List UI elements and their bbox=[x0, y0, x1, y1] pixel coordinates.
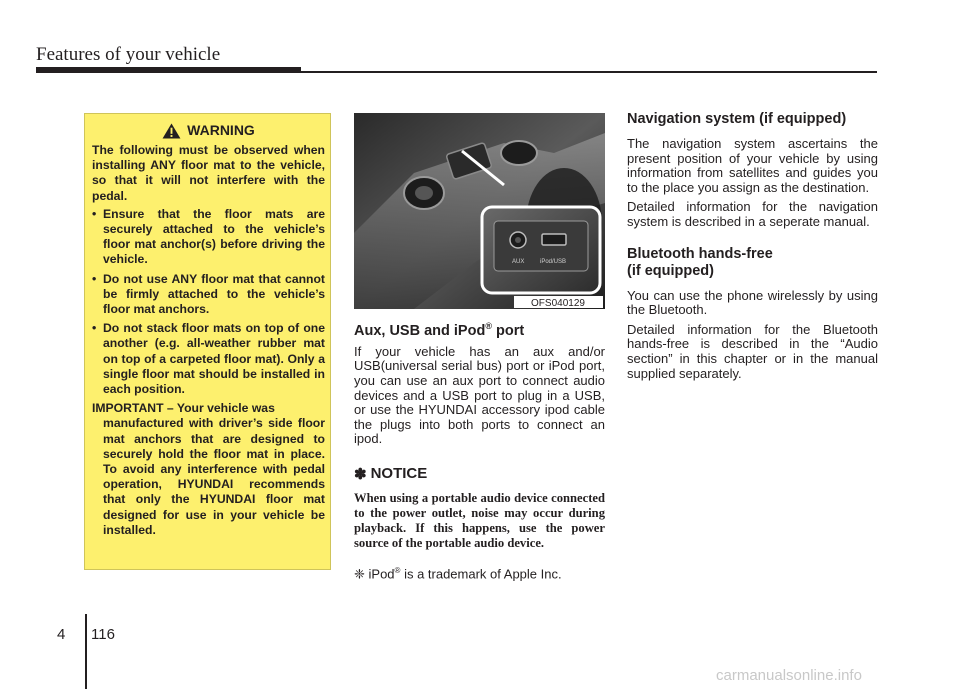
important-label: IMPORTANT – Your vehicle was bbox=[92, 401, 275, 416]
navigation-p1: The navigation system ascertains the present position of your vehicle by using information from satellites and guides you to the place you assign as the destination. bbox=[627, 136, 878, 195]
navigation-heading: Navigation system (if equipped) bbox=[627, 111, 847, 127]
bluetooth-heading-line1: Bluetooth hands-free bbox=[627, 245, 773, 262]
bluetooth-heading-line2: (if equipped) bbox=[627, 262, 714, 279]
warning-box bbox=[84, 113, 331, 570]
watermark: carmanualsonline.info bbox=[716, 667, 862, 684]
photo-code: OFS040129 bbox=[531, 298, 585, 309]
header-title: Features of your vehicle bbox=[36, 44, 221, 65]
aux-usb-section bbox=[354, 318, 605, 581]
footnote-text-b: is a trademark of Apple Inc. bbox=[400, 566, 562, 582]
notice-star-icon: ✽ bbox=[354, 465, 367, 483]
aux-body: If your vehicle has an aux and/or USB(universal serial bus) port or iPod port, you can use an aux port to connect audio devices and a USB port to plug in a USB, or use the HYUNDAI accessory ipod cable the plugs into both ports to connect an ipod. bbox=[354, 343, 605, 447]
warning-bullet: • Do not stack floor mats on top of one another (e.g. all-weather rubber mat on top of a carpeted floor mat). Only a single floor mat should be installed in each position. bbox=[92, 321, 325, 397]
photo-aux-label: AUX bbox=[512, 259, 525, 265]
warning-title: WARNING bbox=[187, 122, 255, 139]
footer-divider bbox=[85, 614, 87, 689]
aux-heading-reg: ® bbox=[485, 321, 492, 331]
warning-intro: The following must be observed when installing ANY floor mat to the vehicle, so that it will not interfere with the pedal. bbox=[92, 143, 325, 203]
notice-text: When using a portable audio device connected to the power outlet, noise may occur during playback. If this happens, use the power source of the portable audio device. bbox=[354, 490, 605, 550]
aux-usb-port-photo bbox=[354, 113, 605, 309]
warning-bullet: • Ensure that the floor mats are securely attached to the vehicle’s floor mat anchor(s) before driving the vehicle. bbox=[92, 207, 325, 268]
notice-title: NOTICE bbox=[370, 465, 428, 483]
warning-bullet-list bbox=[92, 207, 325, 397]
trademark-footnote bbox=[354, 563, 605, 581]
warning-triangle-icon bbox=[162, 123, 181, 139]
notice-heading bbox=[354, 465, 605, 483]
warning-header bbox=[92, 120, 325, 142]
section-number: 4 bbox=[57, 626, 66, 643]
aux-heading bbox=[354, 318, 605, 340]
navigation-p2: Detailed information for the navigation system is described in a seperate manual. bbox=[627, 199, 878, 229]
important-text: manufactured with driver’s side floor mat anchors that are designed to securely hold the floor mat in place. To avoid any interference with pedal operation, HYUNDAI recommends that only the HYUNDAI floor mat designed for use in your vehicle be installed. bbox=[103, 416, 325, 537]
aux-heading-main: Aux, USB and iPod bbox=[354, 322, 486, 339]
footnote-text-a: iPod bbox=[364, 566, 395, 582]
photo-usb-label: iPod/USB bbox=[540, 259, 567, 265]
bluetooth-heading bbox=[627, 246, 878, 280]
aux-heading-tail: port bbox=[491, 322, 525, 339]
header-rule bbox=[36, 71, 877, 73]
bluetooth-p2: Detailed information for the Bluetooth hands-free is described in the “Audio section” in this chapter or in the manual supplied separately. bbox=[627, 321, 878, 381]
footnote-reg: ® bbox=[394, 565, 401, 575]
footnote-symbol-icon: ❈ bbox=[354, 566, 365, 582]
right-column bbox=[627, 111, 878, 381]
page-number: 116 bbox=[91, 626, 115, 643]
bluetooth-p1: You can use the phone wirelessly by using the Bluetooth. bbox=[627, 287, 878, 318]
warning-bullet: • Do not use ANY floor mat that cannot be firmly attached to the vehicle’s floor mat anchors. bbox=[92, 272, 325, 318]
warning-important bbox=[92, 401, 325, 538]
